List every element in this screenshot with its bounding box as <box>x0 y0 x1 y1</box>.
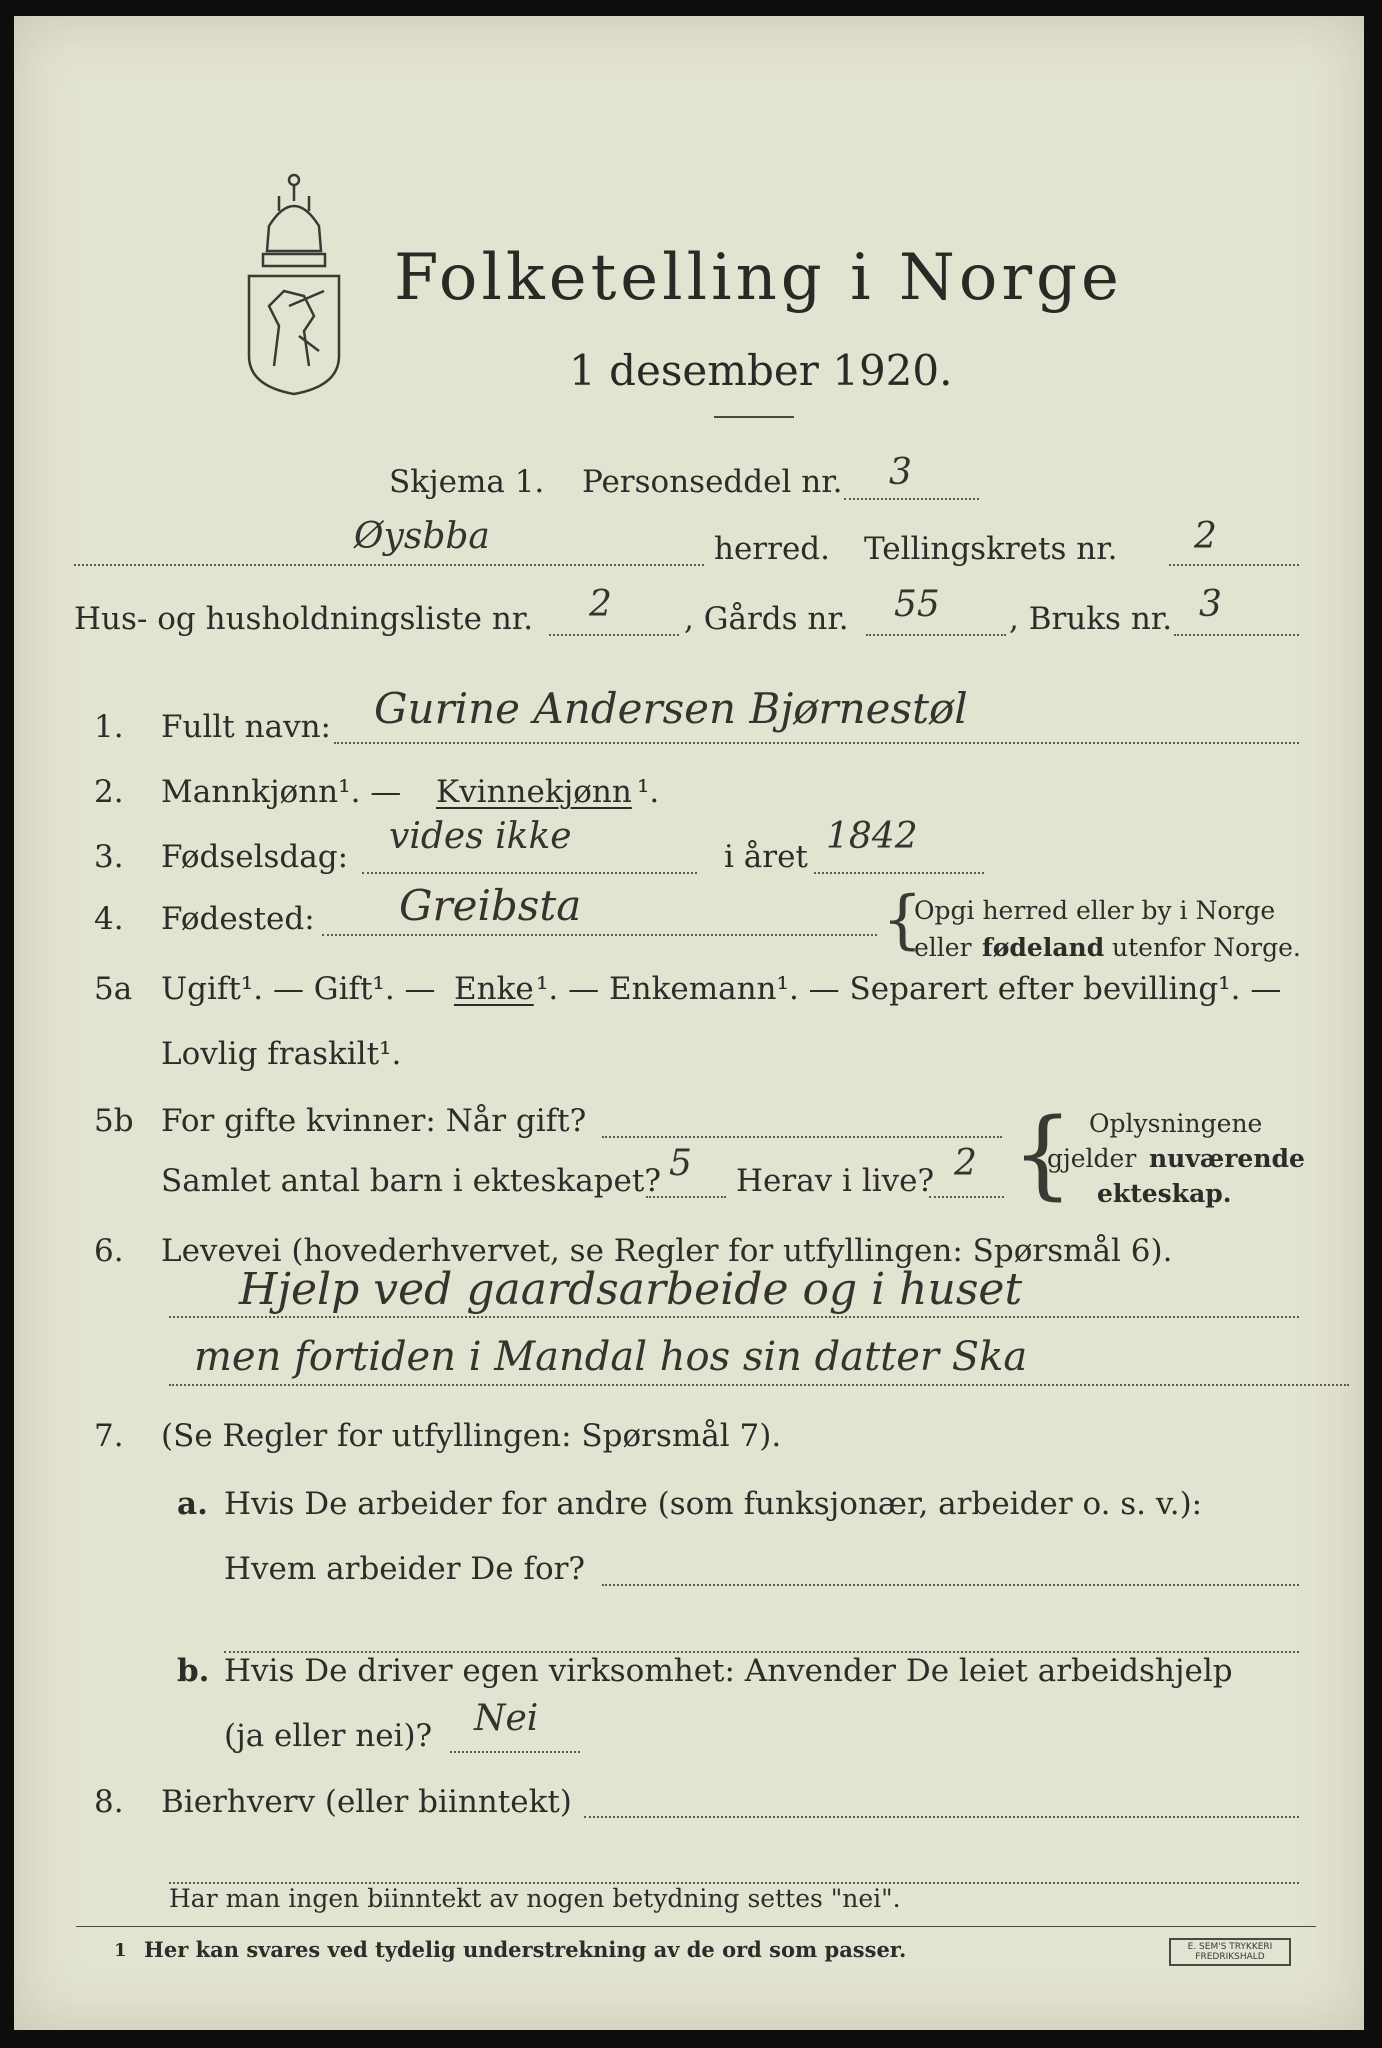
q2-number: 2. <box>94 774 124 810</box>
q5b-children-line <box>646 1196 726 1198</box>
tellingskrets-value[interactable]: 2 <box>1194 516 1217 557</box>
gards-line <box>866 634 1006 636</box>
q6-number: 6. <box>94 1233 124 1269</box>
footnote-mark: 1 <box>114 1940 127 1961</box>
q7-label: (Se Regler for utfyllingen: Spørsmål 7). <box>161 1418 782 1454</box>
q1-full-name[interactable]: Gurine Andersen Bjørnestøl <box>374 684 968 733</box>
printer-stamp <box>1169 1938 1291 1966</box>
q5b-married-line <box>602 1136 1002 1138</box>
footnote-divider <box>76 1926 1316 1927</box>
q3-birth-year[interactable]: 1842 <box>826 816 918 857</box>
q5b-label: For gifte kvinner: Når gift? <box>161 1103 587 1139</box>
q5a-options-pre[interactable]: Ugift¹. — Gift¹. — <box>161 971 436 1007</box>
q5b-note-line2-b: nuværende <box>1149 1144 1305 1173</box>
q4-note-line2-b: fødeland <box>982 933 1105 962</box>
q7b-yesno-label: (ja eller nei)? <box>224 1718 433 1754</box>
q5b-note-line2-a: gjelder <box>1047 1144 1137 1173</box>
herred-value[interactable]: Øysbba <box>354 516 490 557</box>
personseddel-value[interactable]: 3 <box>889 452 912 493</box>
q7b-yesno-line <box>450 1751 580 1753</box>
q5b-alive-value[interactable]: 2 <box>954 1143 977 1184</box>
census-form-sheet <box>14 16 1364 2030</box>
bruks-value[interactable]: 3 <box>1199 584 1222 625</box>
q4-line <box>322 934 877 936</box>
form-title: Folketelling i Norge <box>394 241 1123 315</box>
printer-stamp-line1: E. SEM'S TRYKKERI <box>1187 1942 1273 1952</box>
q7b-letter: b. <box>177 1653 210 1689</box>
q4-birthplace-value[interactable]: Greibsta <box>399 881 582 930</box>
herred-label: herred. <box>714 531 830 567</box>
gards-label: , Gårds nr. <box>684 601 849 637</box>
footnote-text: Her kan svares ved tydelig understrekning av de ord som passer. <box>144 1937 907 1962</box>
q5b-brace: { <box>1012 1098 1074 1210</box>
q5b-alive-line <box>929 1196 1004 1198</box>
q6-occupation-line2[interactable]: men fortiden i Mandal hos sin datter Ska <box>194 1334 1028 1380</box>
printer-stamp-line2: FREDRIKSHALD <box>1195 1952 1265 1962</box>
q5b-note-line3: ekteskap. <box>1097 1179 1232 1208</box>
coat-of-arms-icon <box>229 166 359 396</box>
skjema-label: Skjema 1. <box>389 464 545 500</box>
q6-occupation-line1[interactable]: Hjelp ved gaardsarbeide og i huset <box>239 1264 1023 1315</box>
q5b-children-value[interactable]: 5 <box>669 1143 692 1184</box>
q3-birthday-value[interactable]: vides ikke <box>389 816 572 857</box>
gards-value[interactable]: 55 <box>894 584 940 625</box>
q3-number: 3. <box>94 839 124 875</box>
hus-line <box>549 634 679 636</box>
q4-note-line2-a: eller <box>914 933 972 962</box>
q7a-employer-label: Hvem arbeider De for? <box>224 1551 586 1587</box>
q7-number: 7. <box>94 1418 124 1454</box>
q7a-letter: a. <box>177 1486 208 1522</box>
q8-label: Bierhverv (eller biinntekt) <box>161 1784 572 1820</box>
q7a-employer-line <box>602 1584 1299 1586</box>
q4-note-line2-c: utenfor Norge. <box>1112 933 1301 962</box>
q4-brace: { <box>882 883 923 957</box>
q1-label: Fullt navn: <box>161 709 331 745</box>
q5a-widow-option[interactable]: Enke <box>454 971 534 1007</box>
q4-note-line1: Opgi herred eller by i Norge <box>914 896 1276 925</box>
hus-label: Hus- og husholdningsliste nr. <box>74 601 534 637</box>
q7a-label: Hvis De arbeider for andre (som funksjonær, arbeider o. s. v.): <box>224 1486 1203 1522</box>
personseddel-label: Personseddel nr. <box>582 464 843 500</box>
bruks-label: , Bruks nr. <box>1009 601 1173 637</box>
tellingskrets-label: Tellingskrets nr. <box>864 531 1118 567</box>
q5b-alive-label: Herav i live? <box>736 1163 935 1199</box>
q5a-divorced-option[interactable]: Lovlig fraskilt¹. <box>161 1036 402 1072</box>
herred-line <box>74 564 704 566</box>
q5a-options-post[interactable]: ¹. — Enkemann¹. — Separert efter bevilling¹. — <box>536 971 1282 1007</box>
q6-line2 <box>169 1384 1349 1386</box>
q2-female-option[interactable]: Kvinnekjønn <box>436 774 632 810</box>
q3-label: Fødselsdag: <box>161 839 349 875</box>
tellingskrets-line <box>1169 564 1299 566</box>
hus-value[interactable]: 2 <box>589 584 612 625</box>
q3-year-label: i året <box>724 839 808 875</box>
title-divider <box>714 416 794 418</box>
q6-line1 <box>169 1316 1299 1318</box>
bruks-line <box>1174 634 1299 636</box>
q7b-label: Hvis De driver egen virksomhet: Anvender De leiet arbeidshjelp <box>224 1653 1233 1689</box>
q1-number: 1. <box>94 709 124 745</box>
q8-number: 8. <box>94 1784 124 1820</box>
q8-note: Har man ingen biinntekt av nogen betydning settes "nei". <box>169 1884 901 1913</box>
q3-year-line <box>814 872 984 874</box>
q2-footnote-mark: ¹. <box>637 774 660 810</box>
q4-number: 4. <box>94 901 124 937</box>
q8-line1 <box>584 1816 1299 1818</box>
census-date: 1 desember 1920. <box>569 346 953 395</box>
q1-line <box>334 742 1299 744</box>
q3-day-line <box>362 872 697 874</box>
q2-male-option[interactable]: Mannkjønn¹. — <box>161 774 402 810</box>
q5b-children-label: Samlet antal barn i ekteskapet? <box>161 1163 661 1199</box>
personseddel-line <box>844 498 979 500</box>
q4-label: Fødested: <box>161 901 315 937</box>
q7b-yesno-value[interactable]: Nei <box>474 1698 539 1739</box>
q5a-number: 5a <box>94 971 133 1007</box>
q5b-number: 5b <box>94 1103 134 1139</box>
q6-label: Levevei (hovederhvervet, se Regler for utfyllingen: Spørsmål 6). <box>161 1233 1173 1269</box>
q5b-note-line1: Oplysningene <box>1089 1109 1263 1138</box>
